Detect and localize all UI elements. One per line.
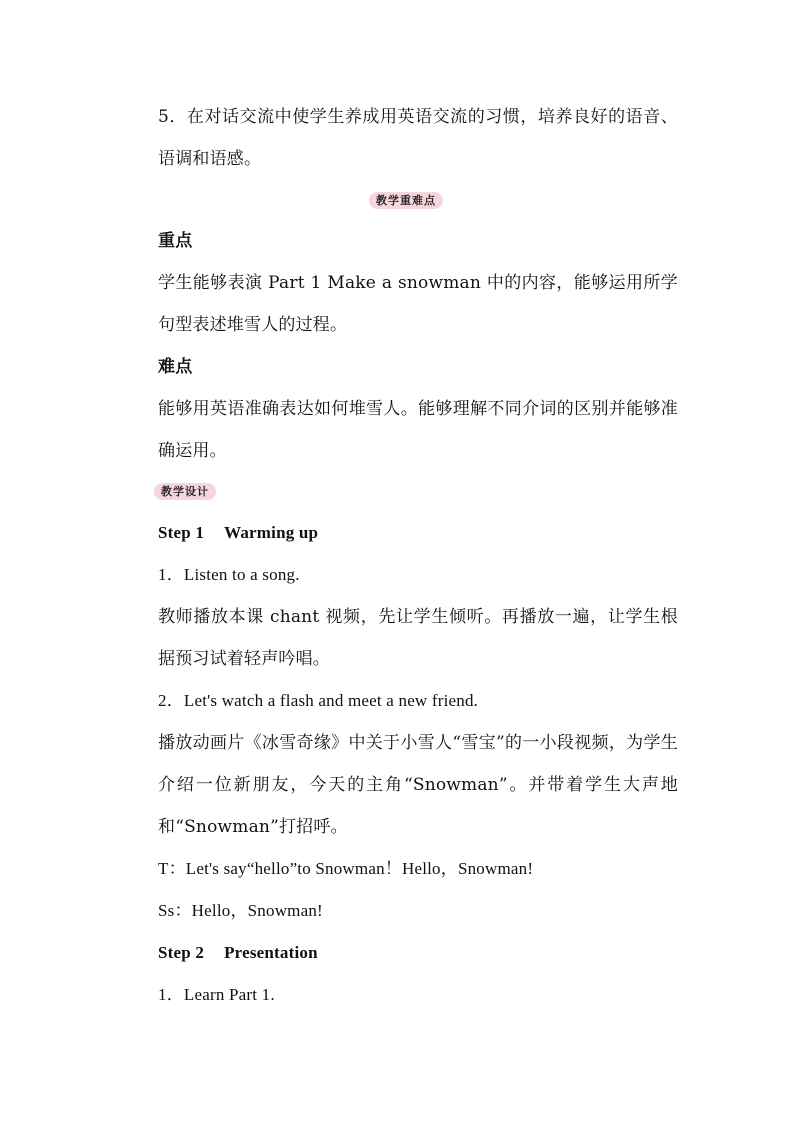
section-badge-design: 教学设计 [154,483,216,500]
step1-item1-description: 教师播放本课 chant 视频，先让学生倾听。再播放一遍，让学生根据预习试着轻声吟唱。 [158,607,678,669]
step1-item2: 2．Let's watch a flash and meet a new friend. [158,691,479,710]
dialog-students-line: Ss：Hello，Snowman! [158,901,323,920]
step2-label: Step 2 [158,943,205,962]
step1-item2-description: 播放动画片《冰雪奇缘》中关于小雪人“雪宝”的一小段视频，为学生介绍一位新朋友，今天的主角“Snowman”。并带着学生大声地和“Snowman”打招呼。 [158,733,678,837]
step1-title: Warming up [224,523,319,542]
key-points-text: 学生能够表演 Part 1 Make a snowman 中的内容，能够运用所学句型表述堆雪人的过程。 [158,273,678,335]
dialog-teacher-line: T：Let's say“hello”to Snowman！Hello，Snowman! [158,859,534,878]
step1-heading [118,512,678,554]
step1-label: Step 1 [158,523,205,542]
step2-item1: 1．Learn Part 1. [158,985,275,1004]
key-points-heading: 重点 [158,231,193,251]
step2-heading [118,932,678,974]
section-badge-key-difficult: 教学重难点 [369,192,443,209]
difficult-points-heading: 难点 [158,357,193,377]
step2-title: Presentation [224,943,318,962]
objective-5-paragraph: 5．在对话交流中使学生养成用英语交流的习惯，培养良好的语音、语调和语感。 [158,107,678,169]
difficult-points-text: 能够用英语准确表达如何堆雪人。能够理解不同介词的区别并能够准确运用。 [158,399,678,461]
step1-item1: 1．Listen to a song. [158,565,300,584]
